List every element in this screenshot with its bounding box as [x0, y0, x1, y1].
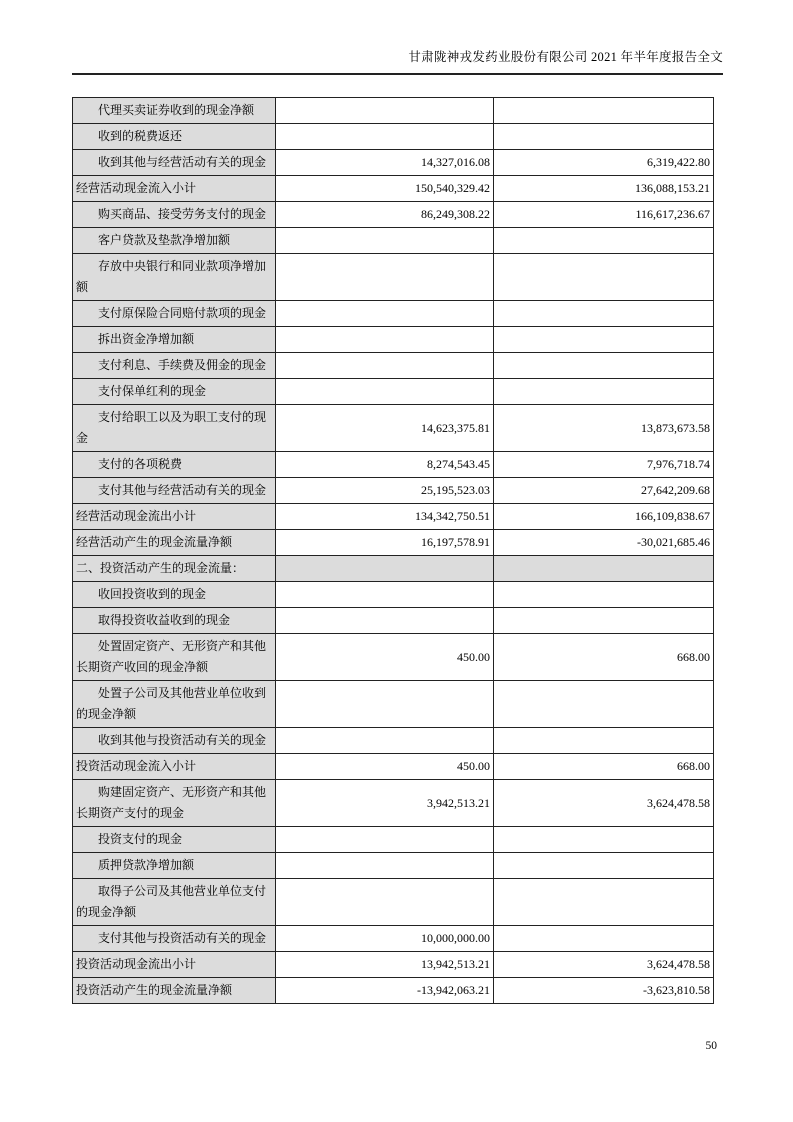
row-label: 客户贷款及垫款净增加额 — [73, 228, 276, 254]
row-value-current-period — [276, 379, 494, 405]
row-label: 收到其他与经营活动有关的现金 — [73, 150, 276, 176]
table-row — [73, 634, 714, 681]
page-number: 50 — [705, 1040, 717, 1052]
row-label: 处置固定资产、无形资产和其他长期资产收回的现金净额 — [73, 634, 276, 681]
table-row — [73, 228, 714, 254]
row-value-prior-period — [494, 327, 714, 353]
table-row — [73, 176, 714, 202]
table-row — [73, 379, 714, 405]
row-value-prior-period: -3,623,810.58 — [494, 978, 714, 1004]
row-value-current-period — [276, 254, 494, 301]
table-row — [73, 853, 714, 879]
row-value-prior-period: 116,617,236.67 — [494, 202, 714, 228]
row-value-prior-period: 6,319,422.80 — [494, 150, 714, 176]
row-value-prior-period: 3,624,478.58 — [494, 780, 714, 827]
table-row — [73, 780, 714, 827]
row-value-current-period — [276, 353, 494, 379]
row-value-current-period — [276, 879, 494, 926]
row-value-prior-period — [494, 926, 714, 952]
row-label: 投资支付的现金 — [73, 827, 276, 853]
row-value-current-period: 14,327,016.08 — [276, 150, 494, 176]
table-row — [73, 827, 714, 853]
row-value-prior-period — [494, 228, 714, 254]
row-value-prior-period: -30,021,685.46 — [494, 530, 714, 556]
table-row — [73, 754, 714, 780]
table-row — [73, 98, 714, 124]
row-label: 经营活动现金流出小计 — [73, 504, 276, 530]
row-value-prior-period — [494, 379, 714, 405]
table-row — [73, 301, 714, 327]
row-value-current-period: 8,274,543.45 — [276, 452, 494, 478]
row-value-current-period — [276, 98, 494, 124]
table-row — [73, 608, 714, 634]
row-value-prior-period — [494, 556, 714, 582]
row-value-prior-period — [494, 254, 714, 301]
row-value-prior-period — [494, 301, 714, 327]
row-value-prior-period — [494, 827, 714, 853]
table-row — [73, 150, 714, 176]
row-value-current-period: -13,942,063.21 — [276, 978, 494, 1004]
row-label: 投资活动现金流出小计 — [73, 952, 276, 978]
row-label: 收到的税费返还 — [73, 124, 276, 150]
row-value-current-period — [276, 556, 494, 582]
row-label: 取得子公司及其他营业单位支付的现金净额 — [73, 879, 276, 926]
row-label: 支付给职工以及为职工支付的现金 — [73, 405, 276, 452]
row-value-current-period — [276, 124, 494, 150]
table-row — [73, 879, 714, 926]
table-row — [73, 504, 714, 530]
row-label: 处置子公司及其他营业单位收到的现金净额 — [73, 681, 276, 728]
row-label: 代理买卖证券收到的现金净额 — [73, 98, 276, 124]
table-row — [73, 978, 714, 1004]
table-row — [73, 728, 714, 754]
row-value-current-period: 450.00 — [276, 754, 494, 780]
table-row — [73, 254, 714, 301]
row-value-prior-period: 136,088,153.21 — [494, 176, 714, 202]
row-value-prior-period: 166,109,838.67 — [494, 504, 714, 530]
row-label: 经营活动现金流入小计 — [73, 176, 276, 202]
row-label: 支付原保险合同赔付款项的现金 — [73, 301, 276, 327]
row-value-prior-period — [494, 353, 714, 379]
row-label: 支付利息、手续费及佣金的现金 — [73, 353, 276, 379]
row-label: 收回投资收到的现金 — [73, 582, 276, 608]
row-value-current-period: 86,249,308.22 — [276, 202, 494, 228]
row-label: 投资活动现金流入小计 — [73, 754, 276, 780]
row-label: 支付其他与经营活动有关的现金 — [73, 478, 276, 504]
row-value-prior-period — [494, 681, 714, 728]
table-row — [73, 478, 714, 504]
row-value-prior-period — [494, 582, 714, 608]
row-value-prior-period: 27,642,209.68 — [494, 478, 714, 504]
row-value-current-period: 3,942,513.21 — [276, 780, 494, 827]
row-label: 购买商品、接受劳务支付的现金 — [73, 202, 276, 228]
report-header-title: 甘肃陇神戎发药业股份有限公司 2021 年半年度报告全文 — [408, 50, 723, 64]
table-row — [73, 926, 714, 952]
table-row — [73, 952, 714, 978]
row-label: 二、投资活动产生的现金流量： — [73, 556, 276, 582]
row-value-prior-period: 13,873,673.58 — [494, 405, 714, 452]
table-row — [73, 452, 714, 478]
table-row — [73, 530, 714, 556]
row-value-current-period — [276, 301, 494, 327]
row-label: 支付其他与投资活动有关的现金 — [73, 926, 276, 952]
row-value-current-period — [276, 228, 494, 254]
header-rule — [72, 73, 723, 75]
row-value-current-period — [276, 853, 494, 879]
row-label: 购建固定资产、无形资产和其他长期资产支付的现金 — [73, 780, 276, 827]
row-value-current-period: 25,195,523.03 — [276, 478, 494, 504]
row-label: 投资活动产生的现金流量净额 — [73, 978, 276, 1004]
row-value-prior-period: 668.00 — [494, 754, 714, 780]
row-value-current-period: 14,623,375.81 — [276, 405, 494, 452]
row-value-current-period: 150,540,329.42 — [276, 176, 494, 202]
table-row — [73, 124, 714, 150]
row-value-prior-period: 668.00 — [494, 634, 714, 681]
row-value-current-period: 10,000,000.00 — [276, 926, 494, 952]
row-label: 质押贷款净增加额 — [73, 853, 276, 879]
row-label: 收到其他与投资活动有关的现金 — [73, 728, 276, 754]
row-value-prior-period — [494, 608, 714, 634]
table-row — [73, 681, 714, 728]
table-row — [73, 327, 714, 353]
row-value-prior-period — [494, 853, 714, 879]
row-label: 存放中央银行和同业款项净增加额 — [73, 254, 276, 301]
row-value-current-period — [276, 608, 494, 634]
table-row — [73, 202, 714, 228]
row-value-current-period: 13,942,513.21 — [276, 952, 494, 978]
row-value-current-period — [276, 327, 494, 353]
row-label: 经营活动产生的现金流量净额 — [73, 530, 276, 556]
cash-flow-table-body — [73, 98, 714, 1004]
row-value-prior-period — [494, 879, 714, 926]
row-value-current-period — [276, 728, 494, 754]
row-label: 支付保单红利的现金 — [73, 379, 276, 405]
row-value-prior-period: 3,624,478.58 — [494, 952, 714, 978]
table-row — [73, 405, 714, 452]
row-value-prior-period — [494, 728, 714, 754]
row-value-current-period: 16,197,578.91 — [276, 530, 494, 556]
table-row — [73, 582, 714, 608]
row-value-current-period — [276, 827, 494, 853]
row-value-current-period: 450.00 — [276, 634, 494, 681]
row-value-current-period — [276, 582, 494, 608]
row-value-prior-period: 7,976,718.74 — [494, 452, 714, 478]
row-label: 支付的各项税费 — [73, 452, 276, 478]
row-label: 拆出资金净增加额 — [73, 327, 276, 353]
table-row — [73, 353, 714, 379]
row-value-current-period: 134,342,750.51 — [276, 504, 494, 530]
row-value-current-period — [276, 681, 494, 728]
row-value-prior-period — [494, 98, 714, 124]
cash-flow-table — [72, 97, 714, 1004]
row-value-prior-period — [494, 124, 714, 150]
row-label: 取得投资收益收到的现金 — [73, 608, 276, 634]
table-row — [73, 556, 714, 582]
